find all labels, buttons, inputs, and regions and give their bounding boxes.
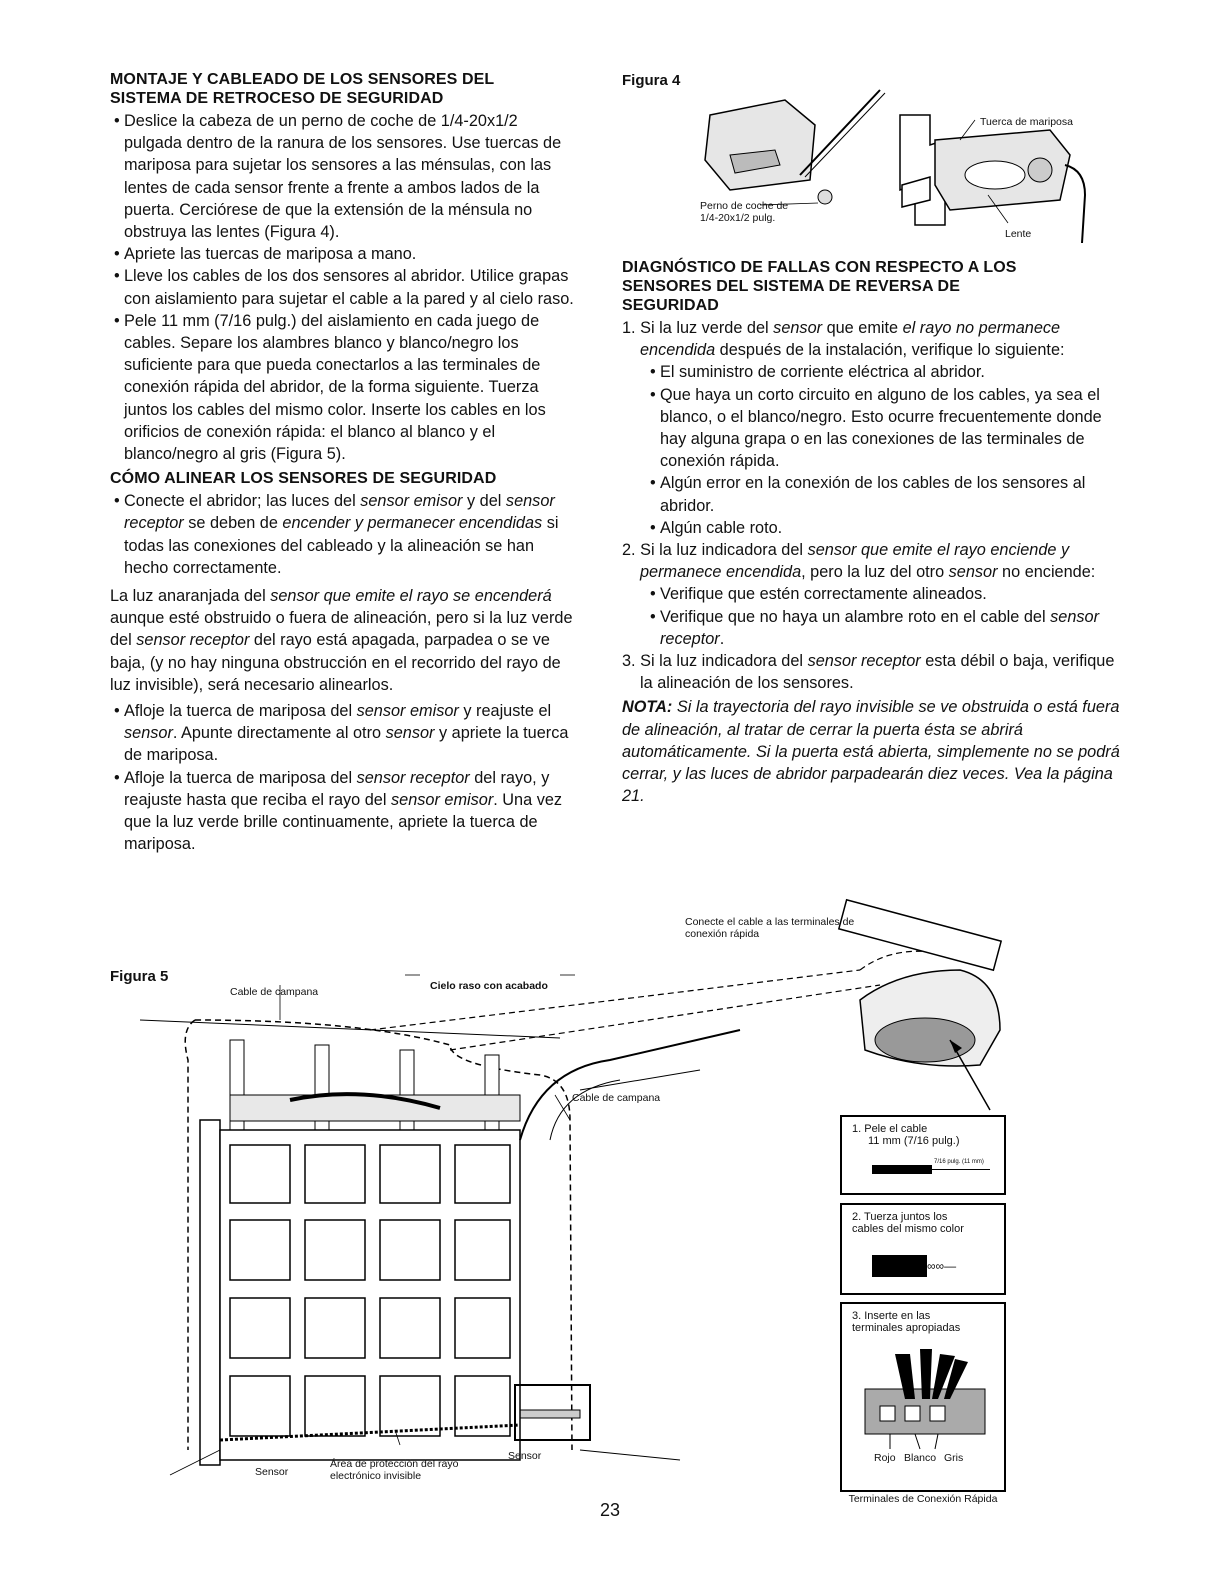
- step-2: 2. Si la luz indicadora del sensor que emite el rayo enciende y permanece encendida, pero la luz del otro sensor no enciende:: [622, 541, 1096, 582]
- twisted-wire-icon: [872, 1255, 927, 1277]
- bullet-strip: • Pele 11 mm (7/16 pulg.) del aislamiento en cada juego de cables. Separe los alambres blanco y blanco/negro los suficiente para que pueda conectarlos a las terminales de conexión rápida del abridor, de la forma siguiente. Tuerza juntos los cables del mismo color. Inserte los cables en los orificios de conexión rápida: el blanco al blanco y el blanco/negro al gris (Figura 5).: [110, 310, 580, 465]
- heading-mounting: MONTAJE Y CABLEADO DE LOS SENSORES DEL SISTEMA DE RETROCESO DE SEGURIDAD: [110, 71, 495, 107]
- page-number: 23: [600, 1500, 621, 1520]
- heading-align: CÓMO ALINEAR LOS SENSORES DE SEGURIDAD: [110, 470, 497, 488]
- figure-4-lens-label: Lente: [1005, 228, 1032, 240]
- check-receiver-wire: • Verifique que no haya un alambre roto en el cable del sensor receptor.: [622, 606, 1122, 650]
- bell-wire-label-left: Cable de campana: [230, 986, 319, 998]
- bullet-loosen-emitter: • Afloje la tuerca de mariposa del sensor emisor y reajuste el sensor. Apunte directamente al otro sensor y apriete la tuerca de mariposa.: [110, 700, 580, 767]
- bullet-wires: • Lleve los cables de los dos sensores al abridor. Utilice grapas con aislamiento para sujetar el cable a la pared y al cielo raso.: [110, 265, 580, 309]
- step1b-text: 11 mm (7/16 pulg.): [868, 1135, 960, 1147]
- step3-text: 3. Inserte en las terminales apropiadas: [852, 1310, 961, 1334]
- step-box-twist: [840, 1203, 1006, 1295]
- note: NOTA: Si la trayectoria del rayo invisible se ve obstruida o está fuera de alineación, al tratar de cerrar la puerta ésta se abrirá automáticamente. Si la puerta está abierta, simplemente no se podrá cerrar, y las luces de abridor parpadearán diez veces. Vea la página 21.: [622, 698, 1120, 806]
- gray-label: Gris: [944, 1452, 964, 1464]
- heading-troubleshooting: DIAGNÓSTICO DE FALLAS CON RESPECTO A LOS SENSORES DEL SISTEMA DE REVERSA DE SEGURIDAD: [622, 259, 1017, 314]
- check-broken-wire: • Algún cable roto.: [622, 517, 1122, 539]
- connect-terminals-label: Conecte el cable a las terminales de conexión rápida: [685, 916, 855, 940]
- ceiling-label: Cielo raso con acabado: [430, 980, 548, 992]
- step-box-insert: [840, 1302, 1006, 1492]
- check-short: • Que haya un corto circuito en alguno de los cables, ya sea el blanco, o el blanco/negro. Esto ocurre frecuentemente donde hay alguna grapa o en las conexiones de las terminales de conexión rápida.: [622, 384, 1122, 473]
- bullet-tighten: • Apriete las tuercas de mariposa a mano.: [110, 243, 580, 265]
- check-alignment: • Verifique que estén correctamente alineados.: [622, 583, 1122, 605]
- stripped-wire-icon: [872, 1165, 932, 1174]
- sensor-label-right: Sensor: [508, 1450, 542, 1462]
- step1-text: 1. Pele el cable: [852, 1123, 928, 1135]
- garage-door-opener: [839, 900, 1001, 1066]
- bullet-loosen-receiver: • Afloje la tuerca de mariposa del sensor receptor del rayo, y reajuste hasta que reciba el rayo del sensor emisor. Una vez que la luz verde brille continuamente, apriete la tuerca de mariposa.: [110, 767, 580, 856]
- quick-connect-label: Terminales de Conexión Rápida: [848, 1493, 998, 1505]
- step-1: 1. Si la luz verde del sensor que emite el rayo no permanece encendida después de la instalación, verifique lo siguiente:: [622, 319, 1065, 360]
- right-column: [622, 258, 1122, 807]
- check-power: • El suministro de corriente eléctrica al abridor.: [622, 361, 1122, 383]
- garage-door: [220, 1130, 520, 1460]
- terminal-block-icon: [860, 1344, 990, 1454]
- bare-wire: [932, 1169, 990, 1170]
- figure-4-wing-nut-label: Tuerca de mariposa: [980, 116, 1073, 128]
- step-box-strip: [840, 1115, 1006, 1195]
- step1c-text: 7/16 pulg. (11 mm): [934, 1159, 984, 1165]
- sensor-label-left: Sensor: [255, 1466, 289, 1478]
- twist-symbol: ∞∞—: [927, 1259, 957, 1273]
- figure-4-bolt-label: Perno de coche de 1/4-20x1/2 pulg.: [700, 200, 789, 224]
- red-label: Rojo: [874, 1452, 896, 1464]
- step2-text: 2. Tuerza juntos los cables del mismo color: [852, 1211, 964, 1235]
- figure-4-label: Figura 4: [622, 72, 681, 89]
- bullet-bolt: • Deslice la cabeza de un perno de coche de 1/4-20x1/2 pulgada dentro de la ranura de los sensores. Use tuercas de mariposa para sujetar los sensores a las ménsulas, con las lentes de cada sensor frente a frente a ambos lados de la puerta. Cerciórese de que la extensión de la ménsula no obstruya las lentes (Figura 4).: [110, 110, 580, 243]
- paragraph-orange-light: La luz anaranjada del sensor que emite el rayo se encenderá aunque esté obstruido o fuera de alineación, pero si la luz verde del sensor receptor del rayo está apagada, parpadea o se ve baja, (y no hay ninguna obstrucción en el recorrido del rayo de luz invisible), será necesario alinearlos.: [110, 587, 573, 694]
- bell-wire-label-right: Cable de campana: [572, 1092, 661, 1104]
- figure-5-label: Figura 5: [110, 968, 169, 985]
- white-label: Blanco: [904, 1452, 937, 1464]
- check-wiring-error: • Algún error en la conexión de los cables de los sensores al abridor.: [622, 472, 1122, 516]
- bullet-connect: • Conecte el abridor; las luces del sensor emisor y del sensor receptor se deben de encender y permanecer encendidas si todas las conexiones del cableado y la alineación se han hecho correctamente.: [110, 490, 580, 579]
- step-3: 3. Si la luz indicadora del sensor receptor esta débil o baja, verifique la alineación de los sensores.: [622, 652, 1115, 693]
- left-column: [110, 70, 580, 856]
- protection-area-label: Área de protección del rayo electrónico invisible: [330, 1458, 459, 1482]
